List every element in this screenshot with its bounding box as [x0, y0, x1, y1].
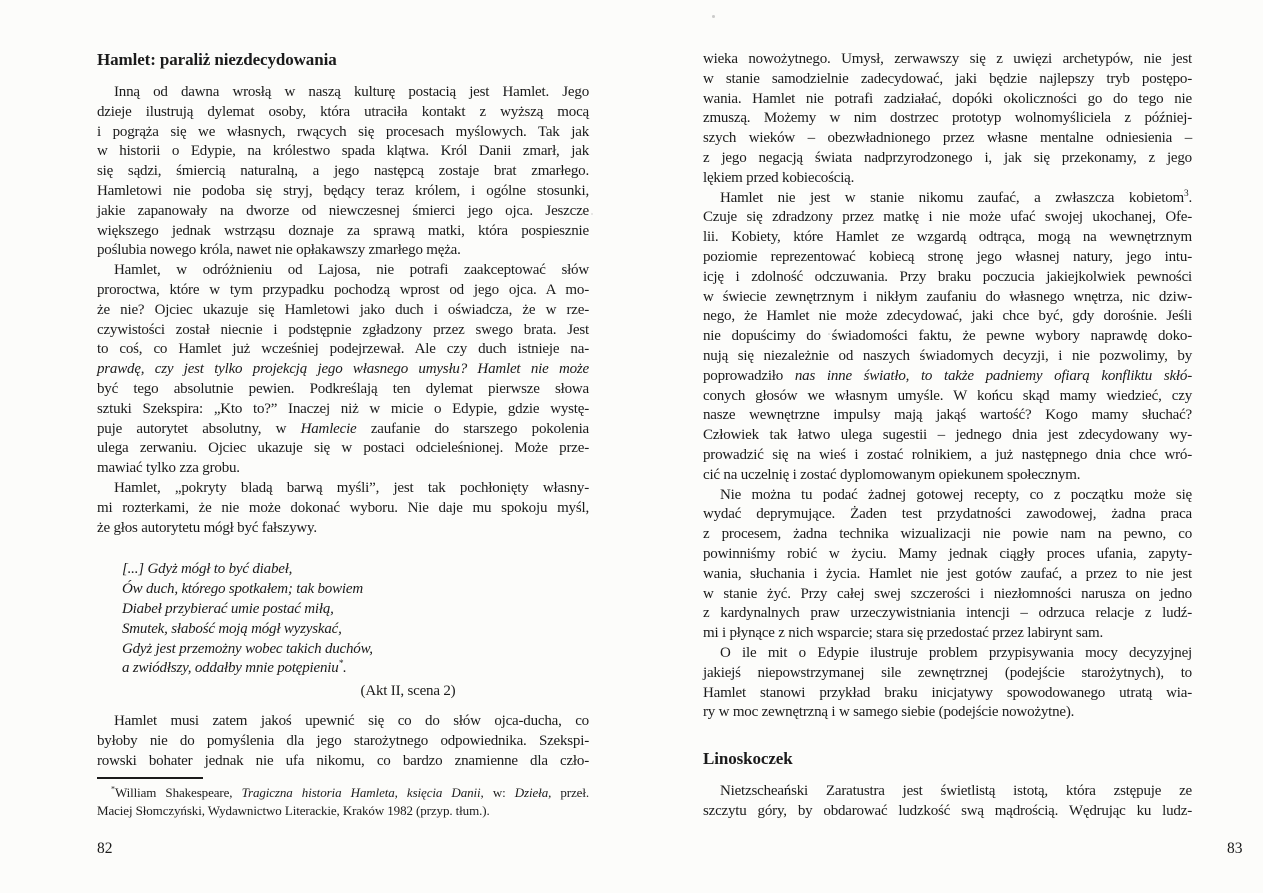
text-line: byłoby nie do pomyślenia dla jego starożytnego odpowiednika. Szekspi-: [97, 732, 589, 749]
scan-speck: [903, 570, 905, 572]
italic-text: prawdę, czy jest tylko projekcją jego własnego umysłu? Hamlet nie może: [97, 361, 589, 378]
text-line: Hamletowi nie podoba się stryj, będący teraz królem, i ogólne stosunki,: [97, 182, 589, 199]
text-line: O ile mit o Edypie ilustruje problem przypisywania mocy decyzyjnej: [720, 644, 1192, 661]
text-line: mi rozterkami, że nie może dokonać wyboru. Nie daje mu spokoju myśl,: [97, 499, 589, 516]
scan-speck: [828, 333, 830, 335]
paragraph: [97, 712, 589, 771]
text-line: Hamlet, „pokryty bladą barwą myśli”, jest tak pochłonięty własny-: [114, 479, 589, 496]
text-line: się sądzi, śmiercią naturalną, a jego następcą zostaje brat zmarłego.: [97, 163, 589, 180]
text-line: cić na uczelnię i zostać dyplomowanym opiekunem społecznym.: [703, 466, 1081, 483]
text-line: jakie zapanowały na dworze od niewczesnej śmierci jego ojca. Jeszcze: [97, 202, 589, 219]
text-line: z jego negacją świata nadprzyrodzonego i, jak się przekonamy, z jego: [703, 149, 1192, 166]
scan-speck: [591, 213, 593, 215]
text-line: Człowiek tak łatwo ulega sugestii – jednego dnia jest zdecydowany wy-: [703, 427, 1192, 444]
text-line: z procesem, żadna technika wizualizacji nie powie nam na pewno, co: [703, 526, 1192, 543]
text-line: poślubia nowego króla, nawet nie opłakawszy zmarłego męża.: [97, 242, 461, 259]
text-line: lękiem przed kobiecością.: [703, 169, 855, 186]
text-line: poziomie reprezentować kobiecą stronę jego własnej natury, jego intu-: [703, 248, 1192, 265]
text-line: conych głosów we własnym umyśle. W końcu skąd mamy wiedzieć, czy: [703, 387, 1192, 404]
italic-text: Dzieła,: [514, 785, 552, 801]
paragraph: [703, 50, 1192, 189]
text-line: sztuki Szekspira: „Kto to?” Inaczej niż w micie o Edypie, gdzie wystę-: [97, 400, 589, 417]
text-line: [97, 360, 589, 380]
text-line: szych wieków – obezwładnionego przez własne mentalne odniesienia –: [703, 130, 1192, 147]
text-line: Maciej Słomczyński, Wydawnictwo Literackie, Kraków 1982 (przyp. tłum.).: [97, 802, 490, 818]
text-line: ulega zerwaniu. Ojciec ukazuje się w postaci odcieleśnionej. Może prze-: [97, 440, 589, 457]
right-page: [703, 0, 1192, 893]
section-heading: Hamlet: paraliż niezdecydowania: [97, 50, 337, 69]
text-line: nują się niezależnie od naszych świadomych decyzji, i nie pozwolimy, by: [703, 347, 1192, 364]
italic-text: Hamlecie: [300, 420, 357, 437]
text-line: puje autorytet absolutny, w Hamlecie zaufanie do starszego pokolenia: [97, 420, 589, 437]
text-line: rowski bohater jednak nie ufa nikomu, co bardzo znamienne dla czło-: [97, 752, 589, 769]
text-line: mawiać tylko zza grobu.: [97, 460, 240, 477]
paragraph: [703, 782, 1192, 822]
text-line: Hamlet, w odróżnieniu od Lajosa, nie potrafi zaakceptować słów: [114, 262, 589, 279]
text-line: w historii o Edypie, na królestwo spada klątwa. Król Danii zmarł, jak: [97, 143, 589, 160]
section-heading: Linoskoczek: [703, 749, 793, 769]
text-line: ry w moc zewnętrzną i w samego siebie (podejście nowożytne).: [703, 704, 1075, 721]
text-line: Hamlet nie jest w stanie nikomu zaufać, a zwłaszcza kobietom$^3$.: [720, 188, 1192, 206]
paragraph: [97, 261, 589, 479]
text-line: szczytu góry, by obdarować ludzkość swą mądrością. Wędrując ku ludz-: [703, 802, 1192, 819]
superscript-marker: 3: [1183, 188, 1189, 199]
text-line: wania, słuchania i życia. Hamlet nie jest gotów zaufać, a przez to nie jest: [703, 565, 1192, 582]
left-page-number: 82: [97, 840, 113, 857]
text-line: być tego absolutnie pewien. Podkreślają ten dylemat pierwsze słowa: [97, 380, 589, 397]
text-line: z kardynalnych praw urzeczywistniania intencji – odrzuca relacje z ludź-: [703, 605, 1192, 622]
text-line: że głos autorytetu mógł być fałszywy.: [97, 519, 317, 536]
verse-quote: [122, 560, 589, 679]
paragraph: [703, 486, 1192, 644]
quote-attribution: (Akt II, scena 2): [360, 683, 456, 700]
text-line: Gdyż jest przemożny wobec takich duchów,: [122, 640, 373, 657]
text-line: Smutek, słabość moją mógł wyzyskać,: [122, 620, 342, 637]
text-line: *William Shakespeare, Tragiczna historia Hamleta, księcia Danii, w: Dzieła, przeł.: [111, 784, 589, 801]
text-line: Diabeł przybierać umie postać miłą,: [122, 600, 334, 617]
text-line: powinniśmy robić w życiu. Mamy jednak ciągły proces ufania, zapyty-: [703, 545, 1192, 562]
text-line: wania. Hamlet nie potrafi zadziałać, dopóki okoliczności go do tego nie: [703, 90, 1192, 107]
text-line: proroctwa, które w tym przypadku pochodzą wprost od jego ojca. A mo-: [97, 281, 589, 298]
text-line: w stanie samodzielnie zadecydować, jaki będzie najlepszy tryb postępo-: [703, 70, 1192, 87]
text-line: wydać deprymujące. Żaden test przydatności zawodowej, żadna praca: [703, 506, 1192, 523]
italic-text: Tragiczna historia Hamleta, księcia Danii,: [241, 785, 484, 801]
text-line: nasze wewnętrzne impulsy mają jakąś wartość? Kogo mamy słuchać?: [703, 407, 1192, 424]
text-line: Inną od dawna wrosłą w naszą kulturę postacią jest Hamlet. Jego: [114, 84, 589, 100]
italic-text: nas inne światło, to także padniemy ofiarą konfliktu skłó-: [794, 367, 1192, 384]
text-line: Hamlet musi zatem jakoś upewnić się co do słów ojca-ducha, co: [114, 712, 589, 729]
text-line: większego jednak wstrząsu doznaje za sprawą matki, która pospiesznie: [97, 222, 589, 239]
left-page: [97, 0, 589, 893]
text-line: Hamlet stanowi przykład braku inicjatywy spowodowanego utratą wia-: [703, 684, 1192, 701]
text-line: a zwiódłszy, oddałby mnie potępieniu*.: [122, 659, 347, 677]
text-line: Ów duch, którego spotkałem; tak bowiem: [122, 581, 363, 598]
superscript-marker: *: [111, 784, 115, 794]
text-line: lii. Kobiety, które Hamlet ze wzgardą odtrąca, mogą na wewnętrznym: [703, 229, 1192, 246]
paragraph: [703, 644, 1192, 723]
text-line: wieka nowożytnego. Umysł, zerwawszy się z uwięzi archetypów, nie jest: [703, 51, 1192, 67]
text-line: nie dopuścimy do świadomości faktu, że pewne wybory naprawdę doko-: [703, 328, 1192, 345]
text-line: to coś, co Hamlet już wcześniej podejrzewał. Ale czy duch istnieje na-: [97, 341, 589, 358]
text-line: Czuje się zdradzony przez matkę i nie może ufać swojej ukochanej, Ofe-: [703, 209, 1192, 226]
text-line: i pogrąża się we własnych, rwących się procesach myślowych. Tak jak: [97, 123, 589, 140]
text-line: poprowadziło nas inne światło, to także padniemy ofiarą konfliktu skłó-: [703, 367, 1192, 384]
text-line: icję i zdolność odczuwania. Przy braku poczucia jakiejkolwiek pewności: [703, 268, 1192, 285]
scan-speck: [712, 15, 715, 18]
text-line: Nie można tu podać żadnej gotowej recepty, co z początku może się: [720, 486, 1192, 503]
right-page-number: 83: [1227, 840, 1243, 857]
footnote-rule: [97, 777, 203, 779]
paragraph: [97, 83, 589, 261]
text-line: mi i płynące z nich wsparcie; stara się przedostać przez labirynt sam.: [703, 625, 1103, 642]
text-line: Nietzscheański Zaratustra jest świetlistą istotą, która zstępuje ze: [720, 783, 1192, 800]
footnote: [97, 784, 589, 819]
text-line: że nie? Ojciec ukazuje się Hamletowi jako duch i oświadcza, że w rze-: [97, 301, 589, 318]
text-line: czywistości został niecnie i podstępnie zgładzony przez swego brata. Jest: [97, 321, 589, 338]
text-line: nego, że Hamlet nie może zdecydować, jaki chce być, gdy dorośnie. Jeśli: [703, 308, 1192, 325]
superscript-marker: *: [338, 659, 343, 670]
paragraph: [97, 479, 589, 538]
text-line: dzieje ilustrują dylemat osoby, która utraciła kontakt z wyższą mocą: [97, 103, 589, 120]
text-line: jakiejś niepowstrzymanej sile zewnętrznej (podejście starożytnych), to: [703, 664, 1192, 681]
text-line: w stanie żyć. Przy całej swej szczerości i niezłomności narusza on jedno: [703, 585, 1192, 602]
text-line: prowadzić się na wieś i zostać rolnikiem, a już następnego dnia chce wró-: [703, 446, 1192, 463]
text-line: w świecie zewnętrznym i nikłym zaufaniu do własnego wnętrza, nic dziw-: [703, 288, 1192, 305]
text-line: [...] Gdyż mógł to być diabeł,: [122, 561, 293, 578]
text-line: zmuszą. Możemy w nim dostrzec prototyp wolnomyśliciela z później-: [703, 110, 1192, 127]
paragraph: [703, 189, 1192, 486]
